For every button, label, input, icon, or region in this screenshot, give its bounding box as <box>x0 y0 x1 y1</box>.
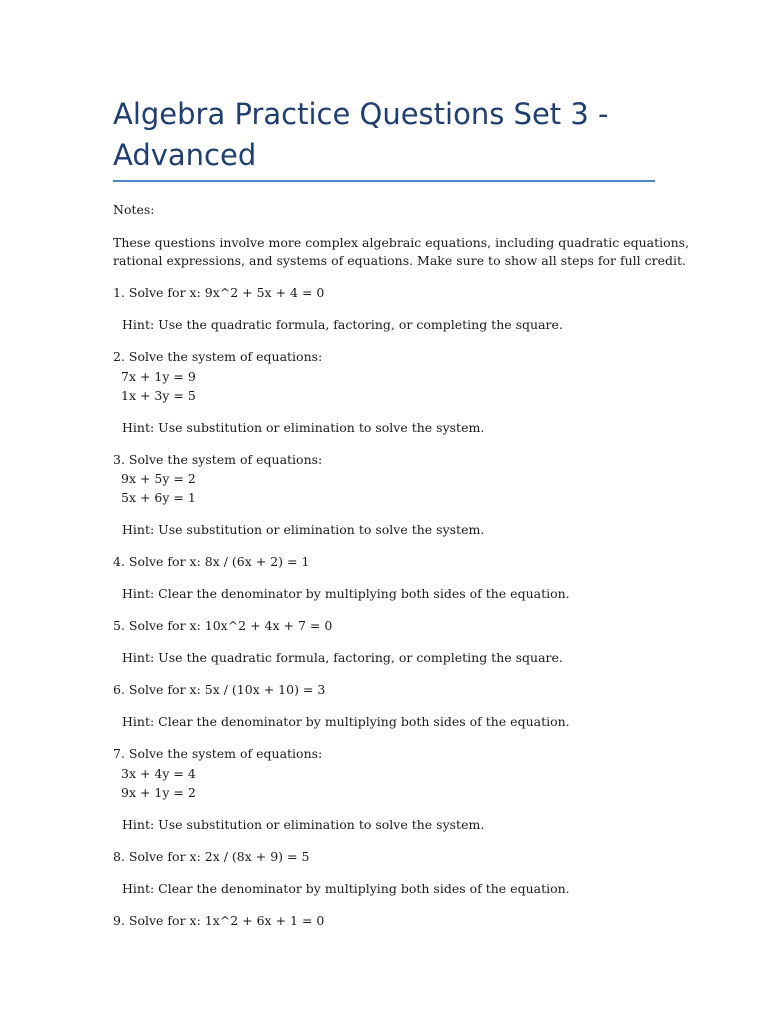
notes-label: Notes: <box>113 202 155 217</box>
title-underline <box>113 180 655 182</box>
question-5-hint: Hint: Use the quadratic formula, factoring, or completing the square. <box>122 650 563 665</box>
question-8-hint: Hint: Clear the denominator by multiplying both sides of the equation. <box>122 881 570 896</box>
question-9: 9. Solve for x: 1x^2 + 6x + 1 = 0 <box>113 913 325 928</box>
question-4: 4. Solve for x: 8x / (6x + 2) = 1 <box>113 554 310 569</box>
question-3-equation-2: 5x + 6y = 1 <box>121 490 196 505</box>
question-4-hint: Hint: Clear the denominator by multiplying both sides of the equation. <box>122 586 570 601</box>
question-7-equation-1: 3x + 4y = 4 <box>121 766 196 781</box>
question-3-hint: Hint: Use substitution or elimination to solve the system. <box>122 522 485 537</box>
question-6: 6. Solve for x: 5x / (10x + 10) = 3 <box>113 682 326 697</box>
question-3: 3. Solve the system of equations: <box>113 452 323 467</box>
question-2: 2. Solve the system of equations: <box>113 349 323 364</box>
question-5: 5. Solve for x: 10x^2 + 4x + 7 = 0 <box>113 618 333 633</box>
question-1: 1. Solve for x: 9x^2 + 5x + 4 = 0 <box>113 285 325 300</box>
question-7: 7. Solve the system of equations: <box>113 746 323 761</box>
page-title: Algebra Practice Questions Set 3 - Advanced <box>113 97 609 172</box>
question-7-hint: Hint: Use substitution or elimination to solve the system. <box>122 817 485 832</box>
question-3-equation-1: 9x + 5y = 2 <box>121 471 196 486</box>
question-1-hint: Hint: Use the quadratic formula, factoring, or completing the square. <box>122 317 563 332</box>
question-2-equation-1: 7x + 1y = 9 <box>121 369 196 384</box>
intro-line-1: These questions involve more complex algebraic equations, including quadratic equations, <box>113 235 690 250</box>
question-7-equation-2: 9x + 1y = 2 <box>121 785 196 800</box>
question-2-hint: Hint: Use substitution or elimination to solve the system. <box>122 420 485 435</box>
intro-line-2: rational expressions, and systems of equations. Make sure to show all steps for full credit. <box>113 253 687 268</box>
question-2-equation-2: 1x + 3y = 5 <box>121 388 196 403</box>
question-8: 8. Solve for x: 2x / (8x + 9) = 5 <box>113 849 310 864</box>
question-6-hint: Hint: Clear the denominator by multiplying both sides of the equation. <box>122 714 570 729</box>
